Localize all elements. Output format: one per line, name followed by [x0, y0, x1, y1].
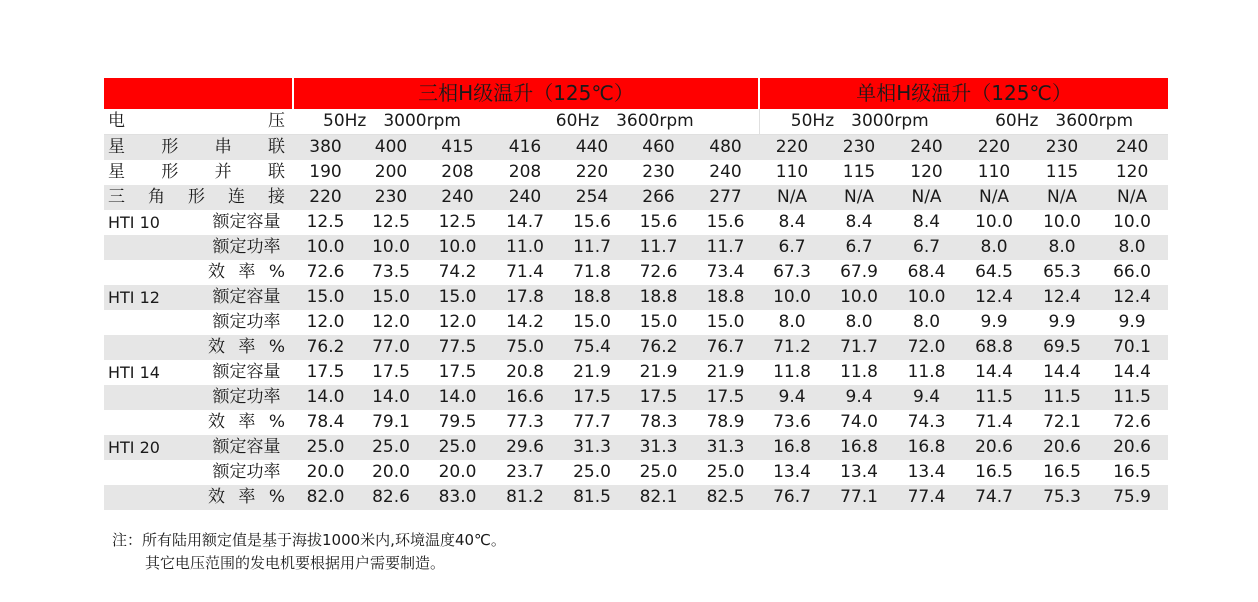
value-cell: 200 [358, 160, 424, 185]
table-row [104, 235, 1168, 260]
value-cell: 23.7 [491, 460, 559, 485]
table-row [104, 310, 1168, 335]
param-label: 额定容量 [200, 360, 293, 385]
param-label: 效率% [200, 410, 293, 435]
value-cell: 18.8 [559, 285, 625, 310]
value-cell: 8.0 [1028, 235, 1096, 260]
value-cell: 16.5 [1028, 460, 1096, 485]
value-cell: 82.1 [625, 485, 692, 510]
value-cell: 74.0 [825, 410, 893, 435]
value-cell: 17.8 [491, 285, 559, 310]
value-cell: N/A [1028, 185, 1096, 210]
value-cell: 415 [424, 135, 491, 161]
value-cell: 12.5 [358, 210, 424, 235]
value-cell: 460 [625, 135, 692, 161]
model-name [104, 235, 200, 260]
value-cell: 13.4 [759, 460, 825, 485]
table-row [104, 485, 1168, 510]
value-cell: 20.6 [960, 435, 1028, 460]
value-cell: 20.6 [1096, 435, 1168, 460]
value-cell: 8.4 [893, 210, 960, 235]
three-phase-60hz: 60Hz 3600rpm [491, 109, 759, 135]
table-row [104, 435, 1168, 460]
value-cell: 18.8 [625, 285, 692, 310]
value-cell: 400 [358, 135, 424, 161]
value-cell: 9.4 [759, 385, 825, 410]
param-label: 额定容量 [200, 210, 293, 235]
value-cell: 12.4 [960, 285, 1028, 310]
value-cell: 68.8 [960, 335, 1028, 360]
value-cell: 16.5 [960, 460, 1028, 485]
value-cell: 240 [1096, 135, 1168, 161]
value-cell: 74.3 [893, 410, 960, 435]
value-cell: 115 [825, 160, 893, 185]
value-cell: 240 [893, 135, 960, 161]
value-cell: 14.4 [960, 360, 1028, 385]
value-cell: 82.6 [358, 485, 424, 510]
value-cell: 79.5 [424, 410, 491, 435]
table-row [104, 260, 1168, 285]
value-cell: 8.0 [825, 310, 893, 335]
value-cell: 8.0 [960, 235, 1028, 260]
param-label: 额定容量 [200, 435, 293, 460]
value-cell: 71.4 [491, 260, 559, 285]
value-cell: 77.4 [893, 485, 960, 510]
value-cell: 77.7 [559, 410, 625, 435]
value-cell: 76.2 [293, 335, 358, 360]
value-cell: 17.5 [424, 360, 491, 385]
value-cell: 73.4 [692, 260, 759, 285]
value-cell: 230 [625, 160, 692, 185]
value-cell: 220 [559, 160, 625, 185]
value-cell: 77.3 [491, 410, 559, 435]
value-cell: 12.0 [358, 310, 424, 335]
value-cell: 480 [692, 135, 759, 161]
value-cell: 76.7 [692, 335, 759, 360]
three-phase-header: 三相H级温升（125℃） [293, 78, 759, 109]
connection-label: 星形并联 [104, 160, 293, 185]
three-phase-50hz: 50Hz 3000rpm [293, 109, 491, 135]
value-cell: 71.8 [559, 260, 625, 285]
value-cell: 74.2 [424, 260, 491, 285]
value-cell: 75.4 [559, 335, 625, 360]
single-phase-60hz: 60Hz 3600rpm [960, 109, 1168, 135]
value-cell: 13.4 [825, 460, 893, 485]
value-cell: 71.4 [960, 410, 1028, 435]
value-cell: 77.5 [424, 335, 491, 360]
value-cell: 220 [293, 185, 358, 210]
value-cell: 71.2 [759, 335, 825, 360]
value-cell: 17.5 [559, 385, 625, 410]
table-row [104, 385, 1168, 410]
param-label: 效率% [200, 260, 293, 285]
value-cell: 115 [1028, 160, 1096, 185]
value-cell: 64.5 [960, 260, 1028, 285]
value-cell: 20.0 [424, 460, 491, 485]
value-cell: 14.2 [491, 310, 559, 335]
value-cell: 11.7 [559, 235, 625, 260]
table-header-row [104, 78, 1168, 109]
footnote-line-2: 其它电压范围的发电机要根据用户需要制造。 [145, 554, 446, 572]
value-cell: 9.9 [960, 310, 1028, 335]
value-cell: 11.8 [893, 360, 960, 385]
value-cell: 81.2 [491, 485, 559, 510]
value-cell: 31.3 [559, 435, 625, 460]
value-cell: 20.0 [358, 460, 424, 485]
value-cell: 10.0 [424, 235, 491, 260]
value-cell: 79.1 [358, 410, 424, 435]
value-cell: 77.0 [358, 335, 424, 360]
value-cell: 15.0 [358, 285, 424, 310]
value-cell: 12.4 [1028, 285, 1096, 310]
value-cell: 208 [424, 160, 491, 185]
value-cell: 29.6 [491, 435, 559, 460]
value-cell: 72.0 [893, 335, 960, 360]
table-row [104, 360, 1168, 385]
value-cell: 9.4 [893, 385, 960, 410]
value-cell: 12.5 [424, 210, 491, 235]
value-cell: 72.1 [1028, 410, 1096, 435]
value-cell: 17.5 [293, 360, 358, 385]
value-cell: 15.0 [559, 310, 625, 335]
voltage-row [104, 109, 1168, 135]
value-cell: 15.6 [692, 210, 759, 235]
value-cell: 12.0 [293, 310, 358, 335]
value-cell: 76.7 [759, 485, 825, 510]
value-cell: 120 [893, 160, 960, 185]
value-cell: 25.0 [692, 460, 759, 485]
value-cell: 11.7 [625, 235, 692, 260]
value-cell: 77.1 [825, 485, 893, 510]
value-cell: 12.0 [424, 310, 491, 335]
param-label: 额定功率 [200, 235, 293, 260]
value-cell: 254 [559, 185, 625, 210]
param-label: 额定功率 [200, 310, 293, 335]
value-cell: 70.1 [1096, 335, 1168, 360]
model-name: HTI 14 [104, 360, 200, 385]
value-cell: 10.0 [1096, 210, 1168, 235]
connection-row [104, 185, 1168, 210]
value-cell: 14.0 [293, 385, 358, 410]
value-cell: 78.4 [293, 410, 358, 435]
table-row [104, 410, 1168, 435]
model-name [104, 485, 200, 510]
value-cell: 8.4 [825, 210, 893, 235]
voltage-label: 电压 [104, 109, 293, 135]
value-cell: 11.0 [491, 235, 559, 260]
value-cell: 240 [491, 185, 559, 210]
single-phase-50hz: 50Hz 3000rpm [759, 109, 960, 135]
value-cell: 6.7 [893, 235, 960, 260]
value-cell: 14.7 [491, 210, 559, 235]
value-cell: 220 [759, 135, 825, 161]
model-name [104, 385, 200, 410]
value-cell: 380 [293, 135, 358, 161]
table-row [104, 335, 1168, 360]
value-cell: 31.3 [692, 435, 759, 460]
value-cell: 25.0 [424, 435, 491, 460]
value-cell: 15.6 [559, 210, 625, 235]
value-cell: 25.0 [358, 435, 424, 460]
model-name [104, 410, 200, 435]
generator-spec-table [104, 78, 1168, 510]
value-cell: 68.4 [893, 260, 960, 285]
value-cell: 110 [759, 160, 825, 185]
value-cell: 16.6 [491, 385, 559, 410]
param-label: 额定功率 [200, 460, 293, 485]
value-cell: 67.3 [759, 260, 825, 285]
single-phase-header: 单相H级温升（125℃） [759, 78, 1168, 109]
value-cell: 230 [358, 185, 424, 210]
value-cell: 73.5 [358, 260, 424, 285]
param-label: 额定容量 [200, 285, 293, 310]
value-cell: 18.8 [692, 285, 759, 310]
value-cell: 72.6 [1096, 410, 1168, 435]
value-cell: 72.6 [625, 260, 692, 285]
value-cell: 20.0 [293, 460, 358, 485]
value-cell: 10.0 [825, 285, 893, 310]
value-cell: 10.0 [960, 210, 1028, 235]
header-blank-cell [104, 78, 293, 109]
value-cell: 14.4 [1096, 360, 1168, 385]
value-cell: 8.0 [759, 310, 825, 335]
value-cell: 75.0 [491, 335, 559, 360]
value-cell: 8.0 [893, 310, 960, 335]
value-cell: 78.9 [692, 410, 759, 435]
value-cell: 21.9 [559, 360, 625, 385]
value-cell: 15.0 [625, 310, 692, 335]
table-row [104, 460, 1168, 485]
value-cell: 15.0 [424, 285, 491, 310]
value-cell: 10.0 [293, 235, 358, 260]
connection-label: 星形串联 [104, 135, 293, 161]
value-cell: N/A [1096, 185, 1168, 210]
value-cell: 15.6 [625, 210, 692, 235]
value-cell: 14.0 [358, 385, 424, 410]
value-cell: 83.0 [424, 485, 491, 510]
param-label: 效率% [200, 335, 293, 360]
value-cell: 8.0 [1096, 235, 1168, 260]
model-name [104, 335, 200, 360]
value-cell: 75.3 [1028, 485, 1096, 510]
value-cell: 230 [1028, 135, 1096, 161]
value-cell: 71.7 [825, 335, 893, 360]
value-cell: 76.2 [625, 335, 692, 360]
model-name [104, 460, 200, 485]
value-cell: 6.7 [759, 235, 825, 260]
model-name: HTI 10 [104, 210, 200, 235]
value-cell: 9.9 [1096, 310, 1168, 335]
value-cell: 14.4 [1028, 360, 1096, 385]
value-cell: 25.0 [293, 435, 358, 460]
value-cell: 6.7 [825, 235, 893, 260]
value-cell: 230 [825, 135, 893, 161]
value-cell: 20.8 [491, 360, 559, 385]
table-row [104, 285, 1168, 310]
value-cell: N/A [825, 185, 893, 210]
value-cell: 11.7 [692, 235, 759, 260]
value-cell: 82.0 [293, 485, 358, 510]
value-cell: 16.8 [825, 435, 893, 460]
value-cell: 11.5 [1096, 385, 1168, 410]
model-name: HTI 12 [104, 285, 200, 310]
value-cell: 11.8 [825, 360, 893, 385]
value-cell: 12.4 [1096, 285, 1168, 310]
value-cell: 16.8 [759, 435, 825, 460]
value-cell: 21.9 [692, 360, 759, 385]
value-cell: 66.0 [1096, 260, 1168, 285]
param-label: 效率% [200, 485, 293, 510]
value-cell: N/A [893, 185, 960, 210]
value-cell: 240 [692, 160, 759, 185]
value-cell: 266 [625, 185, 692, 210]
value-cell: 416 [491, 135, 559, 161]
value-cell: 10.0 [358, 235, 424, 260]
value-cell: 10.0 [1028, 210, 1096, 235]
value-cell: 190 [293, 160, 358, 185]
param-label: 额定功率 [200, 385, 293, 410]
value-cell: N/A [759, 185, 825, 210]
value-cell: 16.8 [893, 435, 960, 460]
value-cell: 14.0 [424, 385, 491, 410]
value-cell: 17.5 [358, 360, 424, 385]
value-cell: 240 [424, 185, 491, 210]
value-cell: 72.6 [293, 260, 358, 285]
connection-row [104, 160, 1168, 185]
value-cell: 15.0 [692, 310, 759, 335]
connection-row [104, 135, 1168, 161]
value-cell: 9.4 [825, 385, 893, 410]
value-cell: 81.5 [559, 485, 625, 510]
value-cell: 10.0 [893, 285, 960, 310]
value-cell: 21.9 [625, 360, 692, 385]
value-cell: 65.3 [1028, 260, 1096, 285]
value-cell: 220 [960, 135, 1028, 161]
footnotes [112, 529, 506, 575]
value-cell: 69.5 [1028, 335, 1096, 360]
table-row [104, 210, 1168, 235]
value-cell: 9.9 [1028, 310, 1096, 335]
value-cell: 11.5 [1028, 385, 1096, 410]
model-name [104, 310, 200, 335]
value-cell: 20.6 [1028, 435, 1096, 460]
value-cell: 74.7 [960, 485, 1028, 510]
value-cell: 208 [491, 160, 559, 185]
value-cell: 17.5 [692, 385, 759, 410]
value-cell: 10.0 [759, 285, 825, 310]
value-cell: 17.5 [625, 385, 692, 410]
value-cell: 12.5 [293, 210, 358, 235]
value-cell: 11.8 [759, 360, 825, 385]
model-name: HTI 20 [104, 435, 200, 460]
value-cell: 75.9 [1096, 485, 1168, 510]
value-cell: 16.5 [1096, 460, 1168, 485]
value-cell: 82.5 [692, 485, 759, 510]
value-cell: 67.9 [825, 260, 893, 285]
value-cell: 15.0 [293, 285, 358, 310]
value-cell: N/A [960, 185, 1028, 210]
value-cell: 25.0 [625, 460, 692, 485]
footnote-line-1: 注：所有陆用额定值是基于海拔1000米内,环境温度40℃。 [112, 531, 506, 549]
value-cell: 8.4 [759, 210, 825, 235]
value-cell: 277 [692, 185, 759, 210]
value-cell: 31.3 [625, 435, 692, 460]
value-cell: 78.3 [625, 410, 692, 435]
value-cell: 13.4 [893, 460, 960, 485]
value-cell: 11.5 [960, 385, 1028, 410]
value-cell: 440 [559, 135, 625, 161]
model-name [104, 260, 200, 285]
value-cell: 73.6 [759, 410, 825, 435]
connection-label: 三角形连接 [104, 185, 293, 210]
value-cell: 110 [960, 160, 1028, 185]
value-cell: 120 [1096, 160, 1168, 185]
value-cell: 25.0 [559, 460, 625, 485]
